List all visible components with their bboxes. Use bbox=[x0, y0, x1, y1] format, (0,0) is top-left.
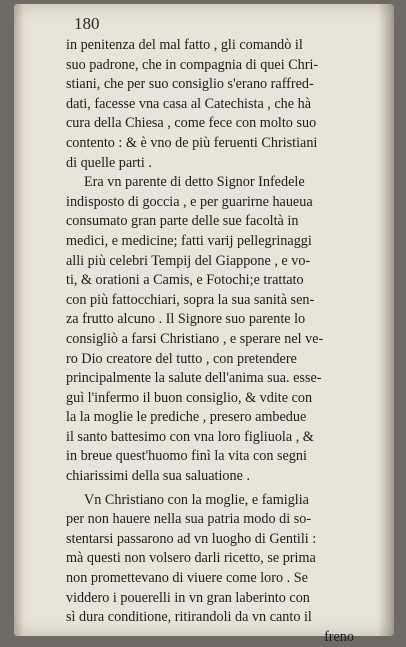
text-line: di quelle parti . bbox=[66, 154, 152, 171]
text-line: chiarissimi della sua saluatione . bbox=[66, 468, 250, 485]
text-line: consigliò a farsi Christiano , e sperare nel ve- bbox=[66, 330, 324, 347]
text-line: stiani, che per suo consiglio s'erano raffred- bbox=[66, 76, 314, 93]
book-page bbox=[14, 4, 394, 645]
text-line: Era vn parente di detto Signor Infedele bbox=[84, 174, 305, 191]
page-edge-shadow bbox=[14, 4, 24, 636]
text-line: con più fattocchiari, sopra la sua sanità sen- bbox=[66, 291, 315, 308]
text-line: Vn Christiano con la moglie, e famiglia bbox=[84, 491, 309, 508]
text-line: za frutto alcuno . Il Signore suo parente lo bbox=[66, 311, 306, 328]
text-line: in penitenza del mal fatto , gli comandò il bbox=[66, 37, 303, 53]
text-line: dati, facesse vna casa al Catechista , che hà bbox=[66, 95, 312, 112]
text-line: viddero i pouerelli in vn gran laberinto con bbox=[66, 589, 310, 606]
text-line: il santo battesimo con vna loro figliuola , & bbox=[66, 428, 314, 445]
text-line: mà questi non volsero darli ricetto, se prima bbox=[66, 550, 316, 567]
text-line: cura della Chiesa , come fece con molto suo bbox=[66, 115, 317, 132]
text-line: ti, & orationi a Camis, e Fotochi;e trattato bbox=[66, 272, 304, 289]
text-line: consumato gran parte delle sue facoltà in bbox=[66, 213, 299, 230]
text-line: principalmente la salute dell'anima sua. esse- bbox=[66, 370, 322, 387]
page-number: 180 bbox=[74, 14, 100, 33]
text-line: non promettevano di viuere come loro . Se bbox=[66, 570, 308, 587]
text-line: alli più celebri Tempij del Giappone , e vo- bbox=[66, 252, 311, 269]
text-line: indisposto di goccia , e per guarirne haueua bbox=[66, 193, 313, 210]
catchword: freno bbox=[324, 628, 354, 645]
text-line: stentarsi passarono ad vn luogho di Gentili : bbox=[66, 530, 317, 547]
text-line: contento : & è vno de più feruenti Christiani bbox=[66, 134, 318, 151]
text-line: la la moglie le prediche , presero ambedue bbox=[66, 409, 307, 426]
text-line: sì dura conditione, ritirandoli da vn canto il bbox=[66, 609, 312, 626]
text-line: medici, e medicine; fatti varij pellegrinaggi bbox=[66, 232, 312, 249]
body-text bbox=[66, 36, 384, 647]
text-line: per non hauere nella sua patria modo di so- bbox=[66, 511, 312, 528]
text-line: suo padrone, che in compagnia di quei Chri- bbox=[66, 56, 319, 73]
text-line: guì l'infermo il buon consiglio, & vdite con bbox=[66, 389, 313, 406]
text-line: ro Dio creatore del tutto , con pretendere bbox=[66, 350, 297, 367]
text-line: in breue quest'huomo finì la vita con segni bbox=[66, 448, 307, 465]
